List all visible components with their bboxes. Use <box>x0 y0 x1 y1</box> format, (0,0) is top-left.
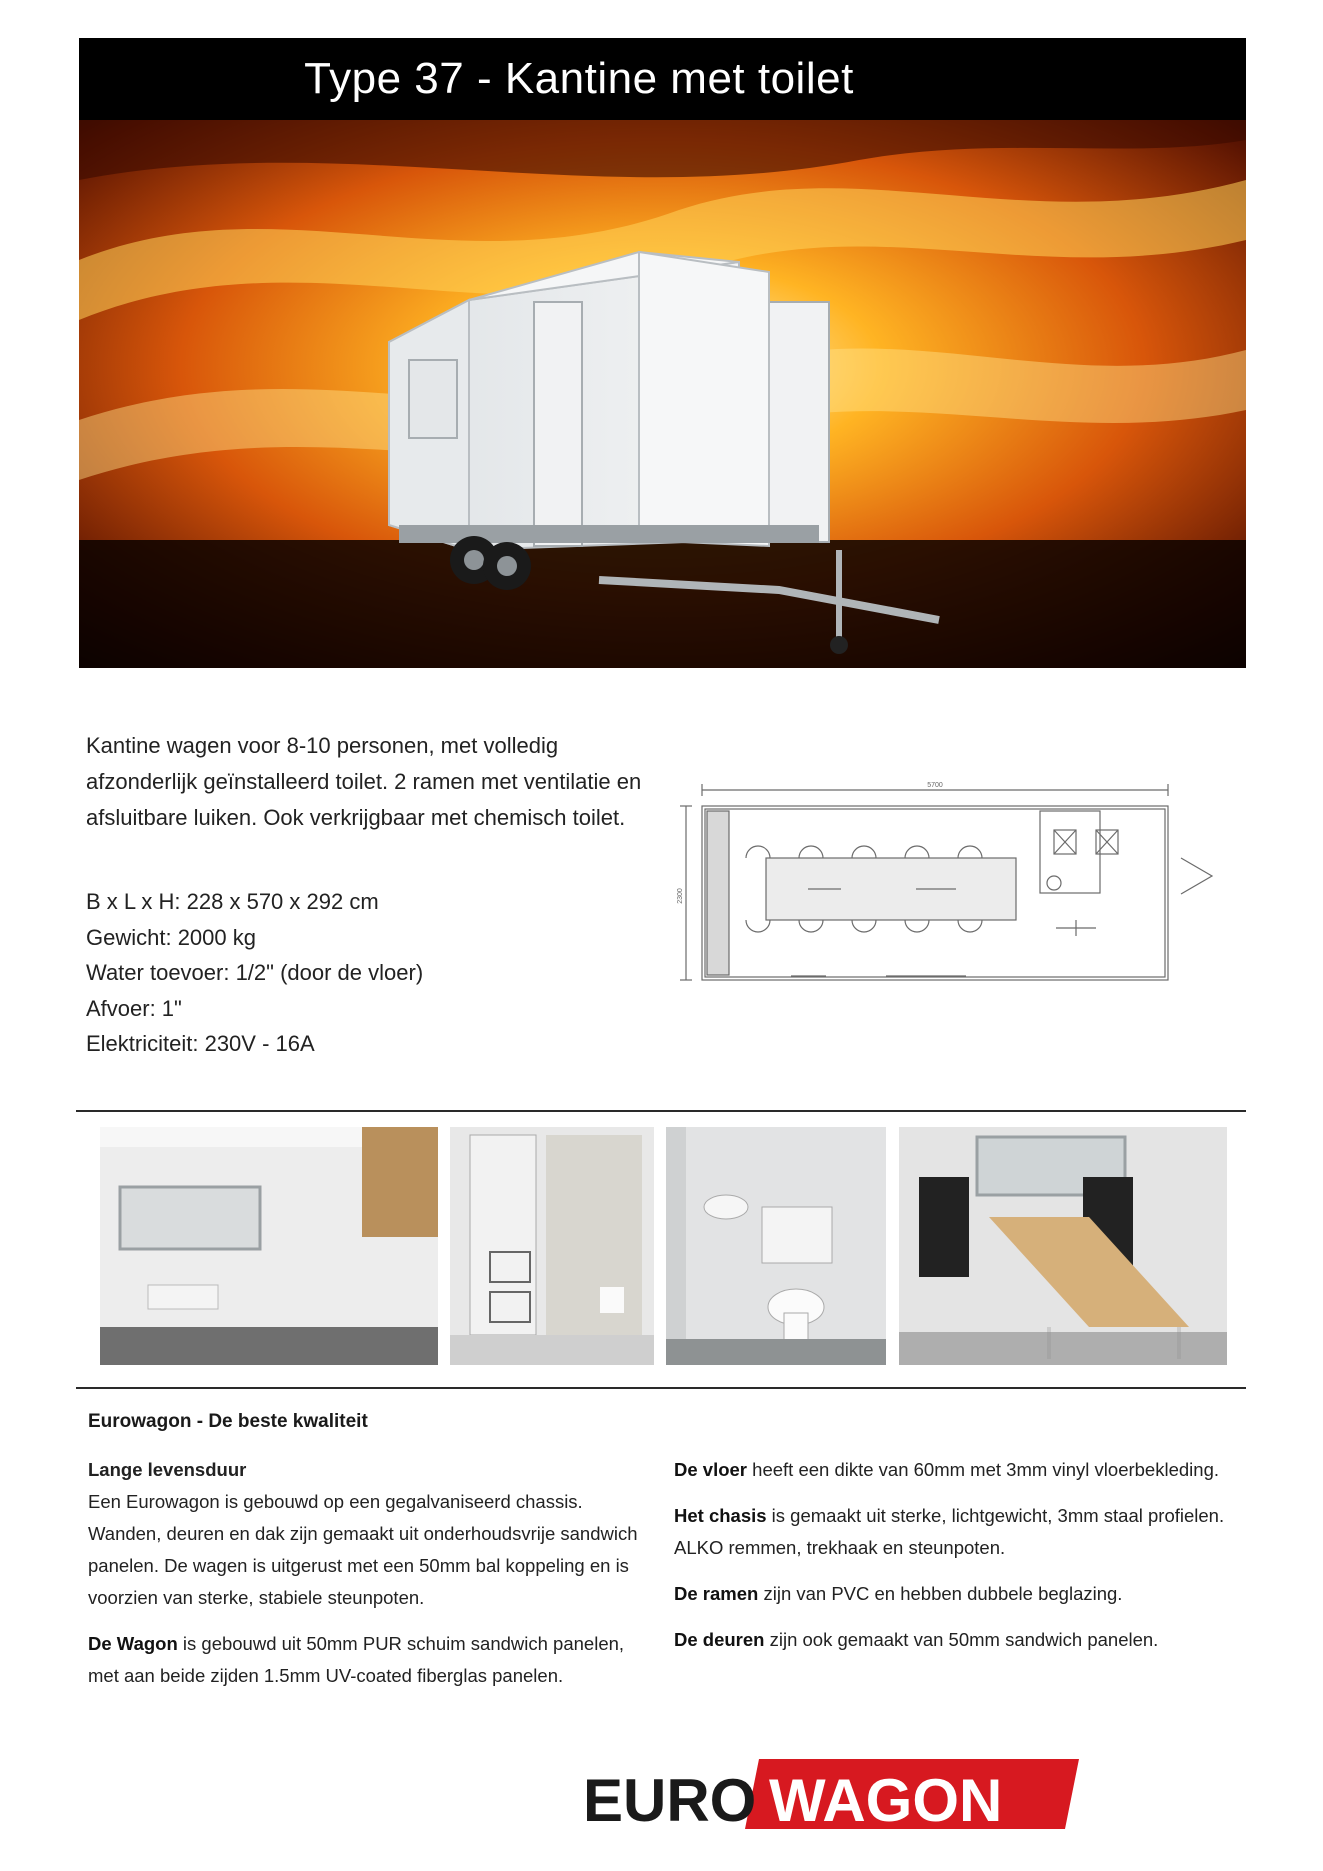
eurowagon-logo <box>579 1755 1079 1833</box>
plan-width-label: 2300 <box>677 888 684 904</box>
wagon-text: is gebouwd uit 50mm PUR schuim sandwich panelen, met aan beide zijden 1.5mm UV-coated fiberglas panelen. <box>88 1633 625 1686</box>
quality-right-column <box>674 1454 1244 1670</box>
photo-canteen-table-chairs <box>899 1127 1227 1365</box>
lifespan-paragraph: Een Eurowagon is gebouwd op een gegalvaniseerd chassis. Wanden, deuren en dak zijn gemaakt uit onderhoudsvrije sandwich panelen. De wagen is uitgerust met een 50mm bal koppeling en is voorzien van sterke, stabiele steunpoten. <box>88 1491 638 1608</box>
divider-bottom <box>76 1387 1246 1389</box>
lifespan-heading: Lange levensduur <box>88 1459 247 1480</box>
quality-left-column <box>88 1454 658 1706</box>
windows-text: zijn van PVC en hebben dubbele beglazing. <box>758 1583 1123 1604</box>
floor-paragraph <box>674 1454 1244 1486</box>
logo-euro-text: EURO <box>583 1767 757 1833</box>
floor-bold-label: De vloer <box>674 1459 748 1480</box>
spec-dimensions: B x L x H: 228 x 570 x 292 cm <box>86 889 379 914</box>
intro-paragraph: Kantine wagen voor 8-10 personen, met volledig afzonderlijk geïnstalleerd toilet. 2 ramen met ventilatie en afsluitbare luiken. Ook verkrijgbaar met chemisch toilet. <box>86 733 642 830</box>
trailer-on-fire-background <box>79 120 1246 668</box>
windows-bold-label: De ramen <box>674 1583 759 1604</box>
spec-water-supply: Water toevoer: 1/2" (door de vloer) <box>86 960 424 985</box>
windows-paragraph <box>674 1578 1244 1610</box>
spec-list <box>86 884 646 1062</box>
photo-toilet-interior <box>666 1127 886 1365</box>
photo-interior-window <box>100 1127 438 1365</box>
doors-text: zijn ook gemaakt van 50mm sandwich panelen. <box>764 1629 1159 1650</box>
hero-image <box>79 120 1246 668</box>
wagon-bold-label: De Wagon <box>88 1633 178 1654</box>
floor-plan-svg <box>676 778 1216 996</box>
floor-plan-drawing <box>676 778 1216 996</box>
chassis-text: is gemaakt uit sterke, lichtgewicht, 3mm staal profielen. ALKO remmen, trekhaak en steunpoten. <box>674 1505 1225 1558</box>
wagon-paragraph <box>88 1628 658 1692</box>
plan-length-label: 5700 <box>927 782 943 789</box>
quality-title: Eurowagon - De beste kwaliteit <box>88 1411 368 1432</box>
photo-toilet-door-open <box>450 1127 654 1365</box>
page-title: Type 37 - Kantine met toilet <box>304 54 854 103</box>
floor-text: heeft een dikte van 60mm met 3mm vinyl vloerbekleding. <box>747 1459 1219 1480</box>
spec-weight: Gewicht: 2000 kg <box>86 924 256 950</box>
spec-drain: Afvoer: 1" <box>86 995 182 1021</box>
logo-wagon-text: WAGON <box>769 1767 1003 1833</box>
spec-electricity: Elektriciteit: 230V - 16A <box>86 1031 315 1056</box>
doors-bold-label: De deuren <box>674 1629 765 1650</box>
doors-paragraph <box>674 1624 1244 1656</box>
chassis-paragraph <box>674 1500 1244 1564</box>
divider-top <box>76 1110 1246 1112</box>
chassis-bold-label: Het chasis <box>674 1505 767 1526</box>
